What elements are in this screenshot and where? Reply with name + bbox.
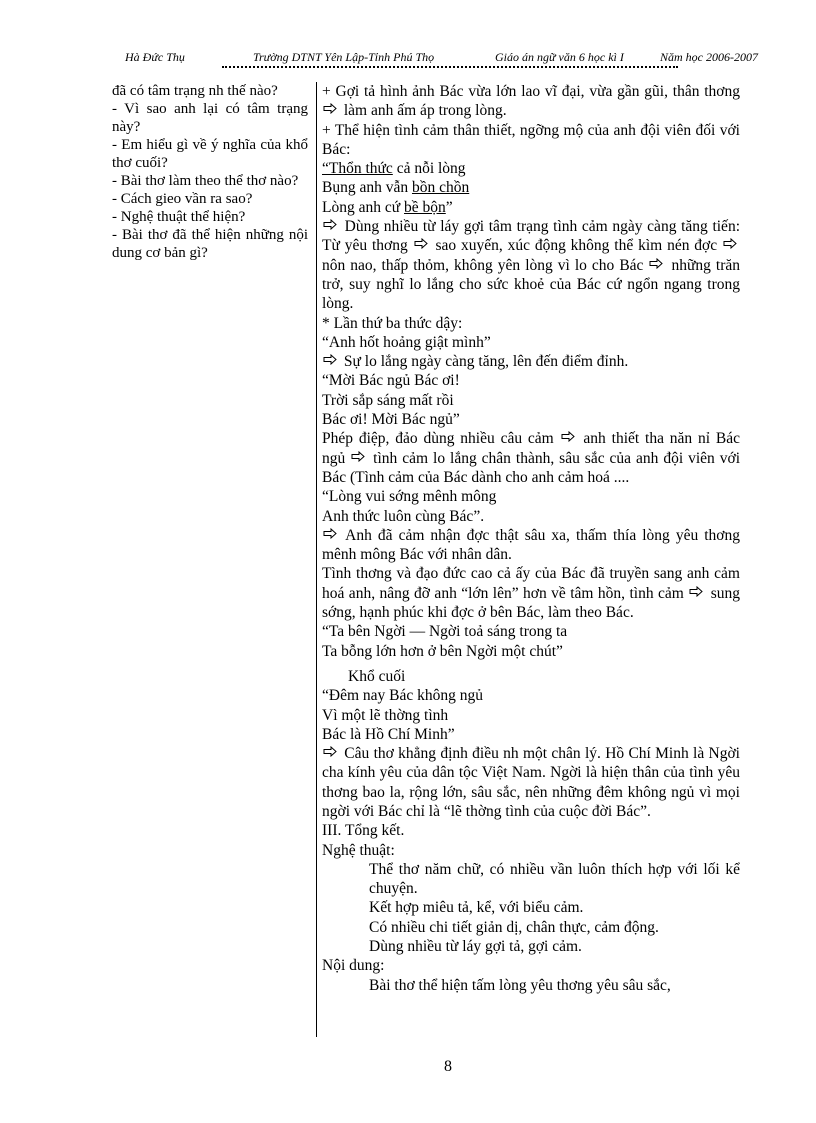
section-heading: Nội dung: [322, 957, 385, 975]
poem-line: “Thổn thức cả nỗi lòng [322, 160, 466, 178]
poem-line: Anh thức luôn cùng Bác”. [322, 507, 485, 525]
arrow-right-icon [323, 103, 337, 114]
question-item: đã có tâm trạng nh thế nào? [112, 83, 278, 99]
header-rule [222, 66, 678, 72]
answer-paragraph: Tình thơng và đạo đức cao cả ấy của Bác đã truyền sang anh cảm hoá anh, nâng đỡ anh “lớn lên” hơn về tâm hồn, tình cảm sung sớng, hạnh phúc khi đợc ở bên Bác, làm theo Bác. [322, 565, 740, 622]
poem-line: “Lòng vui sớng mênh mông [322, 488, 497, 506]
arrow-right-icon [323, 528, 337, 539]
section-heading: III. Tổng kết. [322, 822, 405, 840]
header-school: Trường DTNT Yên Lập-Tỉnh Phú Thọ [253, 50, 435, 64]
questions-column [112, 82, 308, 262]
arrow-right-icon [723, 238, 737, 249]
arrow-right-icon [649, 258, 663, 269]
header-subject: Giáo án ngữ văn 6 học kì I [495, 50, 624, 64]
arrow-right-icon [351, 451, 365, 462]
arrow-right-icon [323, 219, 337, 230]
answer-paragraph: + Thể hiện tình cảm thân thiết, ngỡng mộ của anh đội viên đối với Bác: [322, 121, 740, 158]
content-item: Bài thơ thể hiện tấm lòng yêu thơng yêu sâu sắc, [369, 976, 671, 994]
answer-paragraph: + Gợi tả hình ảnh Bác vừa lớn lao vĩ đại, vừa gần gũi, thân thơng làm anh ấm áp trong lòng. [322, 83, 740, 120]
art-item: Có nhiều chi tiết giản dị, chân thực, cảm động. [369, 918, 659, 936]
page-number: 8 [444, 1058, 452, 1075]
poem-line: “Anh hốt hoảng giật mình” [322, 333, 491, 351]
answer-paragraph: Sự lo lắng ngày càng tăng, lên đến điểm đỉnh. [322, 352, 740, 371]
section-heading: Khổ cuối [348, 667, 406, 685]
question-item: - Bài thơ đã thể hiện những nội dung cơ bản gì? [112, 227, 308, 261]
poem-line: “Đêm nay Bác không ngủ [322, 687, 483, 705]
question-item: - Bài thơ làm theo thể thơ nào? [112, 173, 299, 189]
poem-line: Ta bỗng lớn hơn ở bên Ngời một chút” [322, 642, 563, 660]
answer-paragraph: Phép điệp, đảo dùng nhiều câu cảm anh thiết tha năn nỉ Bác ngủ tình cảm lo lắng chân thành, sâu sắc của anh đội viên với Bác (Tình cảm của Bác dành cho anh cảm hoá .... [322, 430, 741, 486]
arrow-right-icon [323, 354, 337, 365]
section-heading: * Lần thứ ba thức dậy: [322, 314, 463, 332]
poem-line: “Ta bên Ngời — Ngời toả sáng trong ta [322, 623, 568, 641]
answer-paragraph: Dùng nhiều từ láy gợi tâm trạng tình cảm ngày càng tăng tiến: Từ yêu thơng sao xuyến, xúc động không thể kìm nén đợc nôn nao, thấp thỏm, không yên lòng vì lo cho Bác những trăn trở, suy nghĩ lo lắng cho sức khoẻ của Bác cứ ngổn ngang trong lòng. [322, 218, 740, 313]
header-author: Hà Đức Thụ [125, 50, 185, 64]
poem-line: Trời sắp sáng mất rồi [322, 391, 454, 409]
poem-line: Bác là Hồ Chí Minh” [322, 725, 455, 743]
arrow-right-icon [689, 586, 703, 597]
arrow-right-icon [561, 431, 575, 442]
question-item: - Vì sao anh lại có tâm trạng này? [112, 101, 308, 135]
header-year: Năm học 2006-2007 [660, 50, 758, 64]
arrow-right-icon [323, 746, 337, 757]
poem-line: Vì một lẽ thờng tình [322, 706, 449, 724]
art-item: Dùng nhiều từ láy gợi tả, gợi cảm. [369, 938, 582, 956]
poem-line: Bác ơi! Mời Bác ngủ” [322, 411, 460, 429]
question-item: - Em hiểu gì về ý nghĩa của khổ thơ cuối? [112, 137, 308, 171]
answers-column [322, 82, 740, 995]
answer-paragraph: Câu thơ khẳng định điều nh một chân lý. Hồ Chí Minh là Ngời cha kính yêu của dân tộc Việt Nam. Ngời là hiện thân của tình yêu thơng bao la, rộng lớn, sâu sắc, nên những đêm không ngủ vì mọi ngời với Bác chỉ là “lẽ thờng tình của cuộc đời Bác”. [322, 745, 740, 820]
answer-paragraph: Anh đã cảm nhận đợc thật sâu xa, thấm thía lòng yêu thơng mênh mông Bác với nhân dân. [322, 526, 740, 564]
question-item: - Nghệ thuật thể hiện? [112, 209, 246, 225]
column-divider [316, 82, 317, 1037]
art-item: Kết hợp miêu tả, kể, với biểu cảm. [369, 899, 584, 917]
page-header [125, 50, 775, 66]
art-item: Thể thơ năm chữ, có nhiều vần luôn thích hợp với lối kể chuyện. [369, 860, 740, 898]
question-item: - Cách gieo vần ra sao? [112, 191, 253, 207]
poem-line: “Mời Bác ngủ Bác ơi! [322, 372, 460, 390]
section-heading: Nghệ thuật: [322, 841, 395, 859]
poem-line: Bụng anh vẫn bồn chồn [322, 179, 470, 197]
poem-line: Lòng anh cứ bề bộn” [322, 198, 453, 216]
arrow-right-icon [414, 238, 428, 249]
